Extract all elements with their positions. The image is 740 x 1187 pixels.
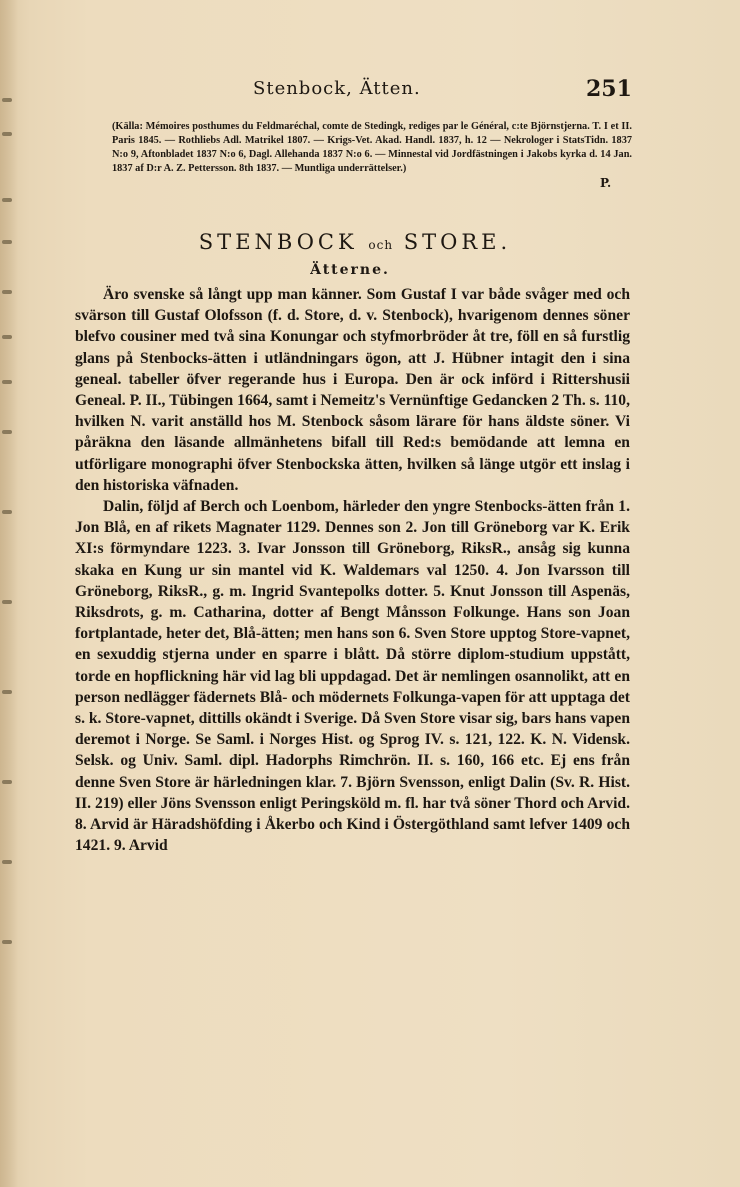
page-header: [0, 78, 740, 104]
section-heading: [190, 230, 520, 254]
paragraph: Dalin, följd af Berch och Loenbom, härleder den yngre Stenbocks-ätten från 1. Jon Blå, en af rikets Magnater 1129. Dennes son 2. Jon till Gröneborg var K. Erik XI:s förmyndare 1223. 3. Ivar Jonsson till Gröneborg, RiksR., ansåg sig kunna skaka en Kung ur sin mantel vid K. Waldemars val 1250. 4. Jon Ivarsson till Gröneborg, RiksR., g. m. Ingrid Svantepolks dotter. 5. Knut Jonsson till Aspenäs, Riksdrots, g. m. Catharina, dotter af Bengt Månsson Folkunge. Hans son Joan fortplantade, heter det, Blå-ätten; men hans son 6. Sven Store upptog Store-vapnet, en sexuddig stjerna under en sparre i blått. Då större diplom-studium uppstått, torde en hopflickning här vid lag bli uppdagad. Det är nemlingen osannolikt, att en person nedlägger fädernets Blå- och mödernets Folkunga-vapen för att upptaga det s. k. Store-vapnet, dittills okändt i Sverige. Då Sven Store visar sig, bars hans vapen deremot i Norge. Se Saml. i Norges Hist. og Sprog IV. s. 121, 122. K. N. Vidensk. Selsk. og Univ. Saml. dipl. Hadorphs Rimchrön. II. s. 160, 166 etc. Ej ens från denne Sven Store är härledningen klar. 7. Björn Svensson, enligt Dalin (Sv. R. Hist. II. 219) eller Jöns Svensson enligt Peringsköld m. fl. har två söner Thord och Arvid. 8. Arvid är Häradshöfding i Åkerbo och Kind i Östergöthland samt lefver 1409 och 1421. 9. Arvid: [75, 498, 630, 855]
source-note: (Källa: Mémoires posthumes du Feldmaréchal, comte de Stedingk, rediges par le Général, c:te Björnstjerna. T. I et II. Paris 1845. — Rothliebs Adl. Matrikel 1807. — Krigs-Vet. Akad. Handl. 1837, h. 12 — Nekrologer i StatsTidn. 1837 N:o 9, Aftonbladet 1837 N:o 6, Dagl. Allehanda 1837 N:o 6. — Minnestal vid Jordfästningen i Jakobs kyrka d. 14 Jan. 1837 af D:r A. Z. Pettersson. 8th 1837. — Muntliga underrättelser.): [112, 121, 632, 174]
heading-name-2: STORE.: [403, 230, 512, 254]
heading-conjunction: och: [368, 238, 394, 252]
running-title: Stenbock, Ätten.: [253, 78, 421, 99]
body-text: [75, 284, 630, 856]
signature: P.: [600, 176, 612, 190]
paragraph: Äro svenske så långt upp man känner. Som Gustaf I var både svåger med och svärson till Gustaf Olofsson (f. d. Store, d. v. Stenbock), hvarigenom dennes söner blefvo cousiner med två sina Konungar och styfmorbröder åt tre, föll en så furstlig glans på Stenbocks-ätten i utländningars ögon, att J. Hübner intagit den i sina geneal. tabeller öfver regerande hus i Europa. Den är ock införd i Rittershusii Geneal. P. II., Tübingen 1664, samt i Nemeitz's Vernünftige Gedancken 2 Th. s. 110, hvilken N. varit anställd hos M. Stenbock såsom lärare för hans äldste söner. Vi påräkna den läsande allmänhetens bifall till Red:s bemödande att lemna en utförligare monographi öfver Stenbockska ätten, hvilken så länge utgör ett inslag i den historiska väfnaden.: [75, 286, 630, 494]
page-number: 251: [586, 76, 632, 102]
margin-marks: [0, 80, 22, 1040]
subheading: Ätterne.: [310, 262, 390, 278]
heading-name-1: STENBOCK: [198, 230, 358, 254]
